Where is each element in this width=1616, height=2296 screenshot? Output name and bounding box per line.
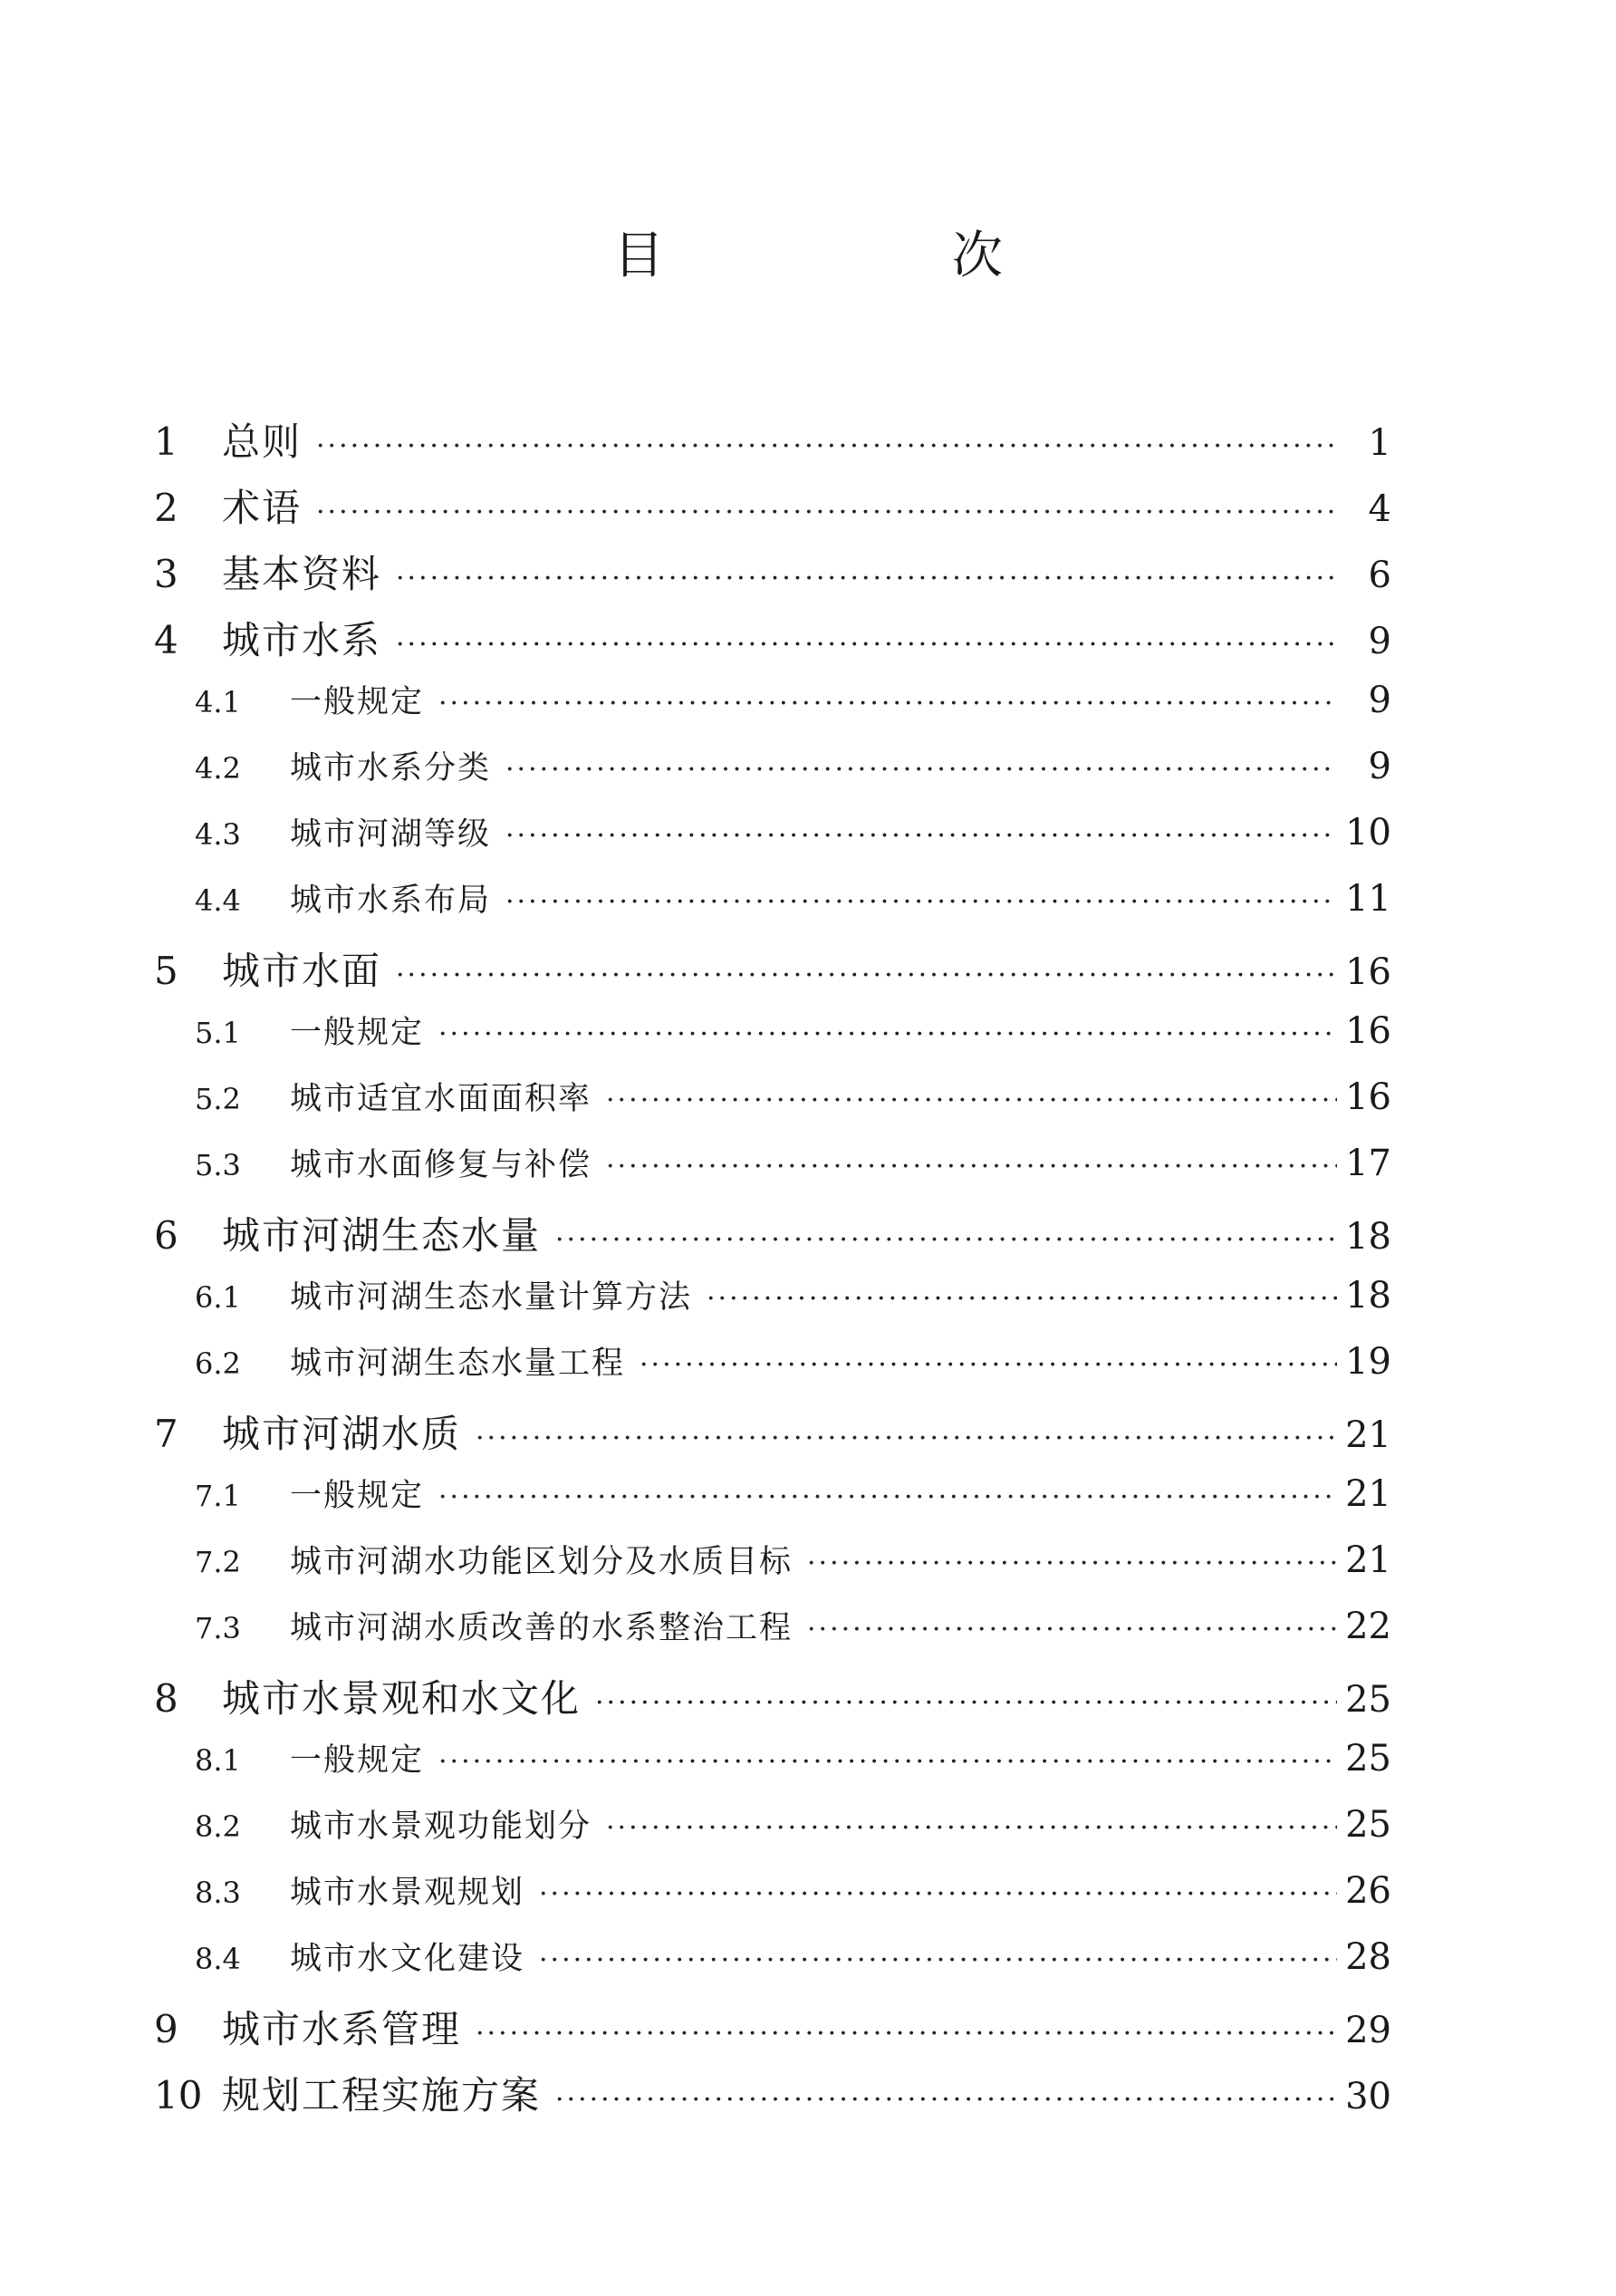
toc-entry-page-number: 21 [1345,1539,1391,1581]
dot-leader [396,563,1337,594]
toc-entry-page-number: 18 [1345,1216,1391,1258]
toc-section-entry[interactable] [154,809,1391,875]
dot-leader [476,1423,1337,1454]
toc-section-entry[interactable] [154,1801,1391,1867]
dot-leader [606,1151,1337,1182]
toc-entry-number: 8.4 [195,1942,241,1976]
toc-entry-number: 7.2 [195,1545,241,1579]
toc-entry-title: 城市水面修复与补偿 [290,1147,592,1183]
dot-leader [316,497,1337,528]
toc-chapter-entry[interactable] [154,1206,1391,1272]
toc-entry-title: 术语 [222,486,303,530]
toc-entry-number: 7.1 [195,1479,241,1513]
toc-section-entry[interactable] [154,1603,1391,1669]
toc-entry-number: 4.4 [195,883,241,918]
toc-chapter-entry[interactable] [154,478,1391,545]
page-title: 目 次 [613,227,1139,285]
dot-leader [316,430,1337,462]
dot-leader [707,1283,1337,1315]
toc-entry-title: 城市河湖生态水量工程 [290,1346,626,1382]
toc-entry-number: 4 [154,618,178,662]
dot-leader [640,1349,1337,1381]
toc-section-entry[interactable] [154,1272,1391,1338]
toc-entry-page-number: 26 [1345,1870,1391,1912]
toc-entry-number: 9 [154,2007,178,2051]
dot-leader [476,2018,1337,2050]
toc-entry-title: 城市河湖水质 [222,1412,462,1456]
toc-entry-number: 7 [154,1412,178,1456]
toc-section-entry[interactable] [154,1074,1391,1140]
toc-entry-page-number: 25 [1345,1679,1391,1721]
toc-entry-page-number: 18 [1345,1275,1391,1317]
dot-leader [396,960,1337,991]
toc-entry-number: 6 [154,1213,178,1258]
toc-entry-title: 城市河湖生态水量 [222,1213,542,1258]
toc-entry-number: 2 [154,486,178,530]
toc-entry-page-number: 16 [1345,1076,1391,1118]
toc-entry-page-number: 28 [1345,1936,1391,1978]
dot-leader [438,1018,1337,1050]
toc-entry-title: 规划工程实施方案 [222,2073,542,2118]
toc-entry-number: 1 [154,420,178,464]
toc-entry-title: 城市河湖水质改善的水系整治工程 [290,1610,794,1646]
toc-chapter-entry[interactable] [154,611,1391,677]
dot-leader [539,1878,1337,1910]
toc-entry-number: 10 [154,2073,203,2118]
dot-leader [539,1944,1337,1976]
toc-entry-page-number: 9 [1368,621,1391,662]
dot-leader [595,1687,1337,1719]
toc-entry-number: 5.2 [195,1082,241,1116]
toc-entry-title: 城市水系管理 [222,2007,462,2051]
dot-leader [505,820,1337,852]
toc-entry-number: 8 [154,1676,178,1721]
toc-chapter-entry[interactable] [154,1404,1391,1471]
toc-entry-page-number: 25 [1345,1738,1391,1780]
toc-chapter-entry[interactable] [154,2066,1391,2132]
toc-section-entry[interactable] [154,1140,1391,1206]
toc-entry-title: 基本资料 [222,552,382,596]
toc-entry-page-number: 29 [1345,2010,1391,2051]
toc-chapter-entry[interactable] [154,1669,1391,1735]
toc-entry-page-number: 21 [1345,1473,1391,1515]
toc-entry-title: 一般规定 [290,684,425,720]
toc-entry-number: 6.2 [195,1346,241,1381]
toc-entry-number: 4.3 [195,817,241,852]
toc-entry-title: 一般规定 [290,1742,425,1779]
toc-chapter-entry[interactable] [154,545,1391,611]
toc-entry-page-number: 19 [1345,1341,1391,1383]
dot-leader [555,1224,1337,1256]
toc-entry-page-number: 10 [1345,812,1391,854]
toc-entry-page-number: 22 [1345,1606,1391,1647]
toc-entry-page-number: 16 [1345,951,1391,993]
toc-section-entry[interactable] [154,1537,1391,1603]
toc-entry-page-number: 4 [1368,488,1391,530]
toc-entry-title: 一般规定 [290,1015,425,1051]
toc-entry-title: 城市河湖生态水量计算方法 [290,1279,693,1316]
toc-entry-page-number: 11 [1345,878,1391,920]
toc-entry-title: 一般规定 [290,1478,425,1514]
toc-entry-page-number: 16 [1345,1010,1391,1052]
toc-entry-title: 城市水景观规划 [290,1875,525,1911]
dot-leader [606,1812,1337,1844]
dot-leader [505,886,1337,918]
toc-entry-title: 城市河湖等级 [290,816,492,853]
toc-entry-title: 城市水文化建设 [290,1941,525,1977]
toc-entry-number: 8.1 [195,1743,241,1778]
toc-section-entry[interactable] [154,677,1391,743]
toc-entry-title: 城市河湖水功能区划分及水质目标 [290,1544,794,1580]
toc-entry-page-number: 25 [1345,1804,1391,1846]
toc-entry-number: 5.3 [195,1148,241,1182]
toc-section-entry[interactable] [154,1934,1391,2000]
toc-entry-number: 4.1 [195,685,241,719]
toc-section-entry[interactable] [154,1338,1391,1404]
toc-chapter-entry[interactable] [154,412,1391,478]
toc-entry-title: 城市水面 [222,949,382,993]
toc-entry-title: 城市水系分类 [290,750,492,786]
toc-section-entry[interactable] [154,743,1391,809]
dot-leader [606,1085,1337,1116]
table-of-contents [154,412,1391,2132]
dot-leader [396,629,1337,661]
toc-entry-number: 8.3 [195,1876,241,1910]
toc-entry-page-number: 6 [1368,555,1391,596]
toc-entry-number: 8.2 [195,1809,241,1844]
dot-leader [438,1746,1337,1778]
toc-entry-number: 6.1 [195,1280,241,1315]
toc-entry-title: 总则 [222,420,303,464]
toc-section-entry[interactable] [154,875,1391,941]
toc-entry-page-number: 21 [1345,1414,1391,1456]
toc-entry-number: 7.3 [195,1611,241,1645]
toc-section-entry[interactable] [154,1008,1391,1074]
dot-leader [555,2084,1337,2116]
toc-entry-number: 4.2 [195,751,241,786]
toc-entry-title: 城市水系布局 [290,883,492,919]
toc-entry-page-number: 17 [1345,1143,1391,1184]
toc-chapter-entry[interactable] [154,941,1391,1008]
toc-entry-page-number: 9 [1368,746,1391,787]
toc-section-entry[interactable] [154,1867,1391,1934]
toc-entry-title: 城市水景观和水文化 [222,1676,582,1721]
toc-section-entry[interactable] [154,1735,1391,1801]
toc-entry-page-number: 1 [1368,422,1391,464]
toc-entry-page-number: 9 [1368,680,1391,721]
dot-leader [807,1548,1337,1579]
toc-entry-page-number: 30 [1345,2076,1391,2118]
toc-entry-number: 3 [154,552,178,596]
dot-leader [505,754,1337,786]
toc-entry-title: 城市适宜水面面积率 [290,1081,592,1117]
toc-chapter-entry[interactable] [154,2000,1391,2066]
toc-entry-number: 5 [154,949,178,993]
dot-leader [807,1614,1337,1645]
toc-entry-title: 城市水系 [222,618,382,662]
toc-entry-title: 城市水景观功能划分 [290,1809,592,1845]
dot-leader [438,688,1337,719]
toc-section-entry[interactable] [154,1471,1391,1537]
toc-entry-number: 5.1 [195,1016,241,1050]
dot-leader [438,1481,1337,1513]
